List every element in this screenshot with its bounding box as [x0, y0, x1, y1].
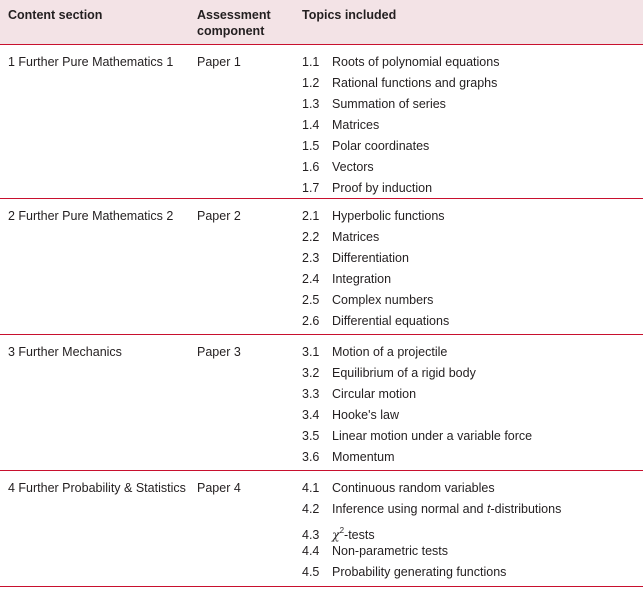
topic-item: [302, 480, 561, 501]
topic-text: Complex numbers: [332, 293, 434, 307]
topic-number: 1.5: [302, 139, 320, 153]
topic-text: Roots of polynomial equations: [332, 55, 500, 69]
section-name: 3 Further Mechanics: [8, 345, 122, 359]
topic-number: 3.4: [302, 408, 320, 422]
section-name: 1 Further Pure Mathematics 1: [8, 55, 174, 69]
chi-symbol: χ: [332, 527, 340, 542]
topic-item: [302, 229, 449, 250]
topic-text: Summation of series: [332, 97, 446, 111]
table-header: [0, 0, 643, 45]
topic-text-part: -distributions: [490, 502, 562, 516]
topic-item: [302, 208, 449, 229]
topic-item: [302, 138, 499, 159]
topic-item: [302, 117, 499, 138]
section-row: [0, 471, 643, 587]
topic-number: 3.3: [302, 387, 320, 401]
topic-number: 4.2: [302, 502, 320, 516]
topic-number: 2.6: [302, 314, 320, 328]
topic-number: 2.2: [302, 230, 320, 244]
topic-number: 1.2: [302, 76, 320, 90]
topic-text: Continuous random variables: [332, 481, 495, 495]
chi-superscript: 2: [339, 526, 345, 535]
topic-item: [302, 449, 532, 470]
topic-number: 4.1: [302, 481, 320, 495]
topic-text: Polar coordinates: [332, 139, 430, 153]
section-name: 2 Further Pure Mathematics 2: [8, 209, 174, 223]
section-row: [0, 45, 643, 199]
topic-text: Rational functions and graphs: [332, 76, 498, 90]
assessment-component: Paper 3: [197, 345, 241, 359]
topic-text: Probability generating functions: [332, 565, 507, 579]
topic-text: Matrices: [332, 118, 380, 132]
topic-text: Equilibrium of a rigid body: [332, 366, 476, 380]
topic-text: Momentum: [332, 450, 395, 464]
topic-item: [302, 292, 449, 313]
assessment-component: Paper 1: [197, 55, 241, 69]
topic-item: [302, 365, 532, 386]
topic-item: [302, 522, 561, 543]
topic-item: [302, 501, 561, 522]
topic-item: [302, 159, 499, 180]
topic-text: Non-parametric tests: [332, 544, 449, 558]
header-assessment-component: Assessment component: [197, 8, 271, 38]
topic-number: 3.2: [302, 366, 320, 380]
topic-number: 4.5: [302, 565, 320, 579]
topic-item: [302, 386, 532, 407]
topic-item: [302, 75, 499, 96]
topic-number: 1.1: [302, 55, 320, 69]
topic-number: 1.4: [302, 118, 320, 132]
topic-item: [302, 54, 499, 75]
topic-item: [302, 180, 499, 201]
topic-text: Differential equations: [332, 314, 450, 328]
topic-number: 2.1: [302, 209, 320, 223]
topic-item: [302, 250, 449, 271]
topic-text-part: Inference using normal and: [332, 502, 487, 516]
header-topics-included: Topics included: [302, 8, 397, 22]
assessment-component: Paper 2: [197, 209, 241, 223]
topic-item: [302, 344, 532, 365]
topic-item: [302, 407, 532, 428]
topics-list: [302, 54, 499, 201]
section-row: [0, 199, 643, 335]
topics-list: [302, 344, 532, 470]
topic-number: 2.4: [302, 272, 320, 286]
topic-item: [302, 313, 449, 334]
topic-number: 3.6: [302, 450, 320, 464]
topic-number: 4.3: [302, 528, 320, 542]
topic-text: Linear motion under a variable force: [332, 429, 533, 443]
topics-list: [302, 480, 561, 585]
topic-item: [302, 543, 561, 564]
topic-item: [302, 564, 561, 585]
header-content-section: Content section: [8, 8, 103, 22]
section-row: [0, 335, 643, 471]
topic-text: Matrices: [332, 230, 380, 244]
topic-text: Motion of a projectile: [332, 345, 448, 359]
topic-text: Vectors: [332, 160, 374, 174]
topic-number: 1.7: [302, 181, 320, 195]
topics-list: [302, 208, 449, 334]
topic-text: Differentiation: [332, 251, 409, 265]
topic-item: [302, 271, 449, 292]
topic-text: Circular motion: [332, 387, 417, 401]
topic-text: Integration: [332, 272, 392, 286]
topic-number: 2.3: [302, 251, 320, 265]
topic-text-italic: t: [486, 502, 491, 516]
topic-text: Hooke's law: [332, 408, 399, 422]
topic-number: 4.4: [302, 544, 320, 558]
topic-number: 3.1: [302, 345, 320, 359]
topic-number: 3.5: [302, 429, 320, 443]
topic-text-part: -tests: [344, 528, 375, 542]
topic-number: 1.3: [302, 97, 320, 111]
section-name: 4 Further Probability & Statistics: [8, 481, 186, 495]
topic-number: 1.6: [302, 160, 320, 174]
topic-text: Proof by induction: [332, 181, 433, 195]
topic-number: 2.5: [302, 293, 320, 307]
assessment-component: Paper 4: [197, 481, 241, 495]
topic-item: [302, 96, 499, 117]
topic-text: Hyperbolic functions: [332, 209, 445, 223]
topic-item: [302, 428, 532, 449]
